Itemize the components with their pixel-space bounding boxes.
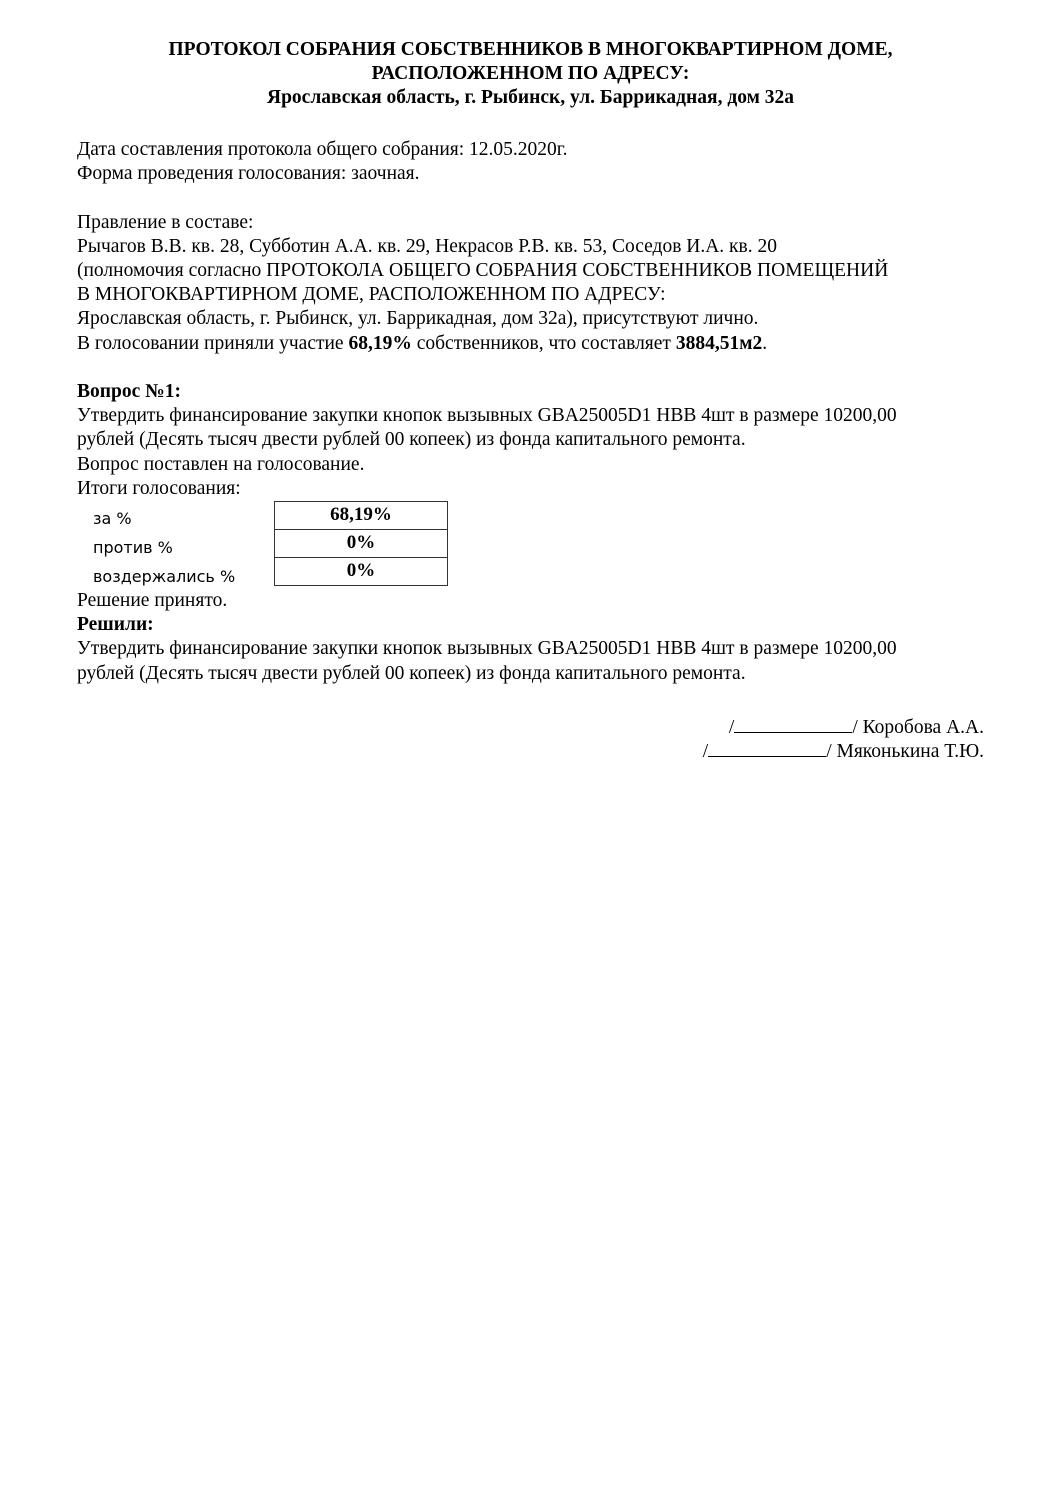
participation-prefix: В голосовании приняли участие [77,332,349,354]
results-heading: Итоги голосования: [77,477,241,499]
signature-line: / / Мяконькина Т.Ю. [702,741,984,763]
table-row [275,530,448,558]
voting-results [77,501,989,589]
vote-table [274,501,448,586]
title-line: РАСПОЛОЖЕННОМ ПО АДРЕСУ: [371,63,690,84]
document-body [77,138,989,686]
title-line: ПРОТОКОЛ СОБРАНИЯ СОБСТВЕННИКОВ В МНОГОКВАРТИРНОМ ДОМЕ, [168,39,893,60]
date-line: Дата составления протокола общего собрания: 12.05.2020г. [77,139,568,160]
table-row [275,502,448,530]
vote-label-against: против % [93,538,173,558]
participation-line [77,332,989,356]
question-text: рублей (Десять тысяч двести рублей 00 копеек) из фонда капитального ремонта. [77,429,746,451]
participation-percent: 68,19% [348,332,412,354]
resolved-heading: Решили: [77,614,154,636]
signature-blank [734,716,852,733]
resolved-text: Утвердить финансирование закупки кнопок вызывных GBA25005D1 HBB 4шт в размере 10200,00 [77,638,897,660]
decision-line: Решение принято. [77,590,228,612]
authority-line: В МНОГОКВАРТИРНОМ ДОМЕ, РАСПОЛОЖЕННОМ ПО АДРЕСУ: [77,284,666,306]
vote-value-against: 0% [275,530,448,558]
resolved-text: рублей (Десять тысяч двести рублей 00 копеек) из фонда капитального ремонта. [77,662,746,684]
table-row [275,558,448,586]
document-title [0,38,1061,110]
signature-blank [708,740,826,757]
signatures [703,716,984,764]
signature-name: / Коробова А.А. [852,717,984,738]
participation-middle: собственников, что составляет [411,332,676,354]
put-to-vote: Вопрос поставлен на голосование. [77,453,365,475]
question-text: Утвердить финансирование закупки кнопок вызывных GBA25005D1 HBB 4шт в размере 10200,00 [77,405,897,427]
participation-suffix: . [762,332,768,354]
signature-line: / / Коробова А.А. [728,717,984,738]
vote-label-for: за % [93,509,132,529]
participation-area: 3884,51м2 [675,332,763,354]
form-line: Форма проведения голосования: заочная. [77,163,420,185]
vote-value-for: 68,19% [275,502,448,530]
vote-value-abstained: 0% [275,558,448,586]
authority-line: Ярославская область, г. Рыбинск, ул. Баррикадная, дом 32а), присутствуют лично. [77,308,759,330]
signature-name: / Мяконькина Т.Ю. [826,741,984,763]
question-heading: Вопрос №1: [77,381,181,402]
title-address: Ярославская область, г. Рыбинск, ул. Баррикадная, дом 32а [267,87,794,108]
vote-labels [93,504,235,591]
authority-line: (полномочия согласно ПРОТОКОЛА ОБЩЕГО СОБРАНИЯ СОБСТВЕННИКОВ ПОМЕЩЕНИЙ [77,260,889,281]
board-heading: Правление в составе: [77,211,254,233]
vote-label-abstained: воздержались % [93,567,236,587]
board-members: Рычагов В.В. кв. 28, Субботин А.А. кв. 29, Некрасов Р.В. кв. 53, Соседов И.А. кв. 20 [77,235,777,257]
